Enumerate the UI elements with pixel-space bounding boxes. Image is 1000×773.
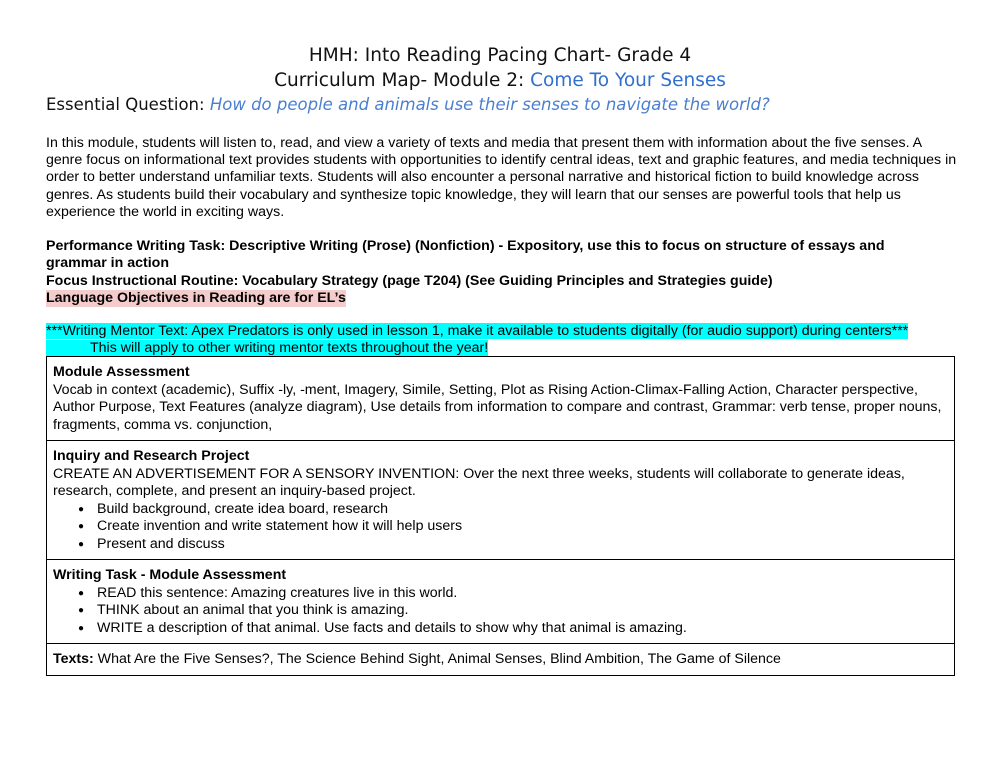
module-intro-paragraph: In this module, students will listen to, read, and view a variety of texts and media that present them with information about the five senses. A genre focus on informational text provides students with opportunities to identify central ideas, text and graphic features, and media techniques in order to better understand unfamiliar texts. Students will also encounter a personal narrative and historical fiction to build knowledge across genres. As students build their vocabulary and synthesize topic knowledge, they will learn that our senses are powerful tools that help us experience the world in exciting ways. <box>46 135 957 220</box>
writing-task-heading: Writing Task - Module Assessment <box>53 567 287 583</box>
list-item: ● Present and discuss <box>97 536 948 554</box>
essential-question-label: Essential Question: <box>46 95 210 114</box>
focus-instructional-routine: Focus Instructional Routine: Vocabulary Strategy (page T204) (See Guiding Principles and Strategies guide) <box>46 273 773 289</box>
module-assessment-heading: Module Assessment <box>53 364 190 380</box>
mentor-text-note <box>46 323 908 357</box>
list-item: ● READ this sentence: Amazing creatures live in this world. <box>97 585 948 603</box>
mentor-note-line2: This will apply to other writing mentor texts throughout the year! <box>46 340 488 357</box>
essential-question-text: How do people and animals use their senses to navigate the world? <box>209 95 770 114</box>
module-assessment-body: Vocab in context (academic), Suffix -ly, -ment, Imagery, Simile, Setting, Plot as Rising Action-Climax-Falling Action, Character perspective, Author Purpose, Text Features (analyze diagram), Use details from information to compare and contrast, Grammar: verb tense, proper nouns, fragments, comma vs. conjunction, <box>53 381 942 433</box>
page-title: HMH: Into Reading Pacing Chart- Grade 4 <box>308 45 692 66</box>
performance-writing-task: Performance Writing Task: Descriptive Writing (Prose) (Nonfiction) - Expository, use this to focus on structure of essays and grammar in action <box>46 238 885 271</box>
texts-label: Texts: <box>53 651 94 667</box>
module-assessment-cell <box>47 357 954 440</box>
list-item: ● Build background, create idea board, research <box>97 501 948 519</box>
inquiry-project-list <box>53 501 948 554</box>
module-name: Come To Your Senses <box>530 70 726 91</box>
writing-task-list <box>53 585 948 638</box>
texts-cell <box>47 643 954 675</box>
subtitle-prefix: Curriculum Map- Module 2: <box>274 70 531 91</box>
page-subtitle <box>0 70 1000 91</box>
list-item: ● WRITE a description of that animal. Use facts and details to show why that animal is amazing. <box>97 620 948 638</box>
language-objectives-note: Language Objectives in Reading are for EL’s <box>46 290 346 306</box>
inquiry-project-heading: Inquiry and Research Project <box>53 448 250 464</box>
inquiry-project-cell <box>47 440 954 559</box>
list-item: ● Create invention and write statement how it will help users <box>97 518 948 536</box>
texts-list: What Are the Five Senses?, The Science Behind Sight, Animal Senses, Blind Ambition, The Game of Silence <box>93 651 781 667</box>
mentor-note-line1: ***Writing Mentor Text: Apex Predators is only used in lesson 1, make it available to students digitally (for audio support) during centers*** <box>46 323 909 339</box>
list-item: ● THINK about an animal that you think is amazing. <box>97 602 948 620</box>
inquiry-project-body: CREATE AN ADVERTISEMENT FOR A SENSORY INVENTION: Over the next three weeks, students will collaborate to generate ideas, research, complete, and present an inquiry-based project. <box>53 465 905 499</box>
module-info-table <box>46 356 955 676</box>
essential-question <box>46 95 770 114</box>
writing-task-cell <box>47 559 954 643</box>
